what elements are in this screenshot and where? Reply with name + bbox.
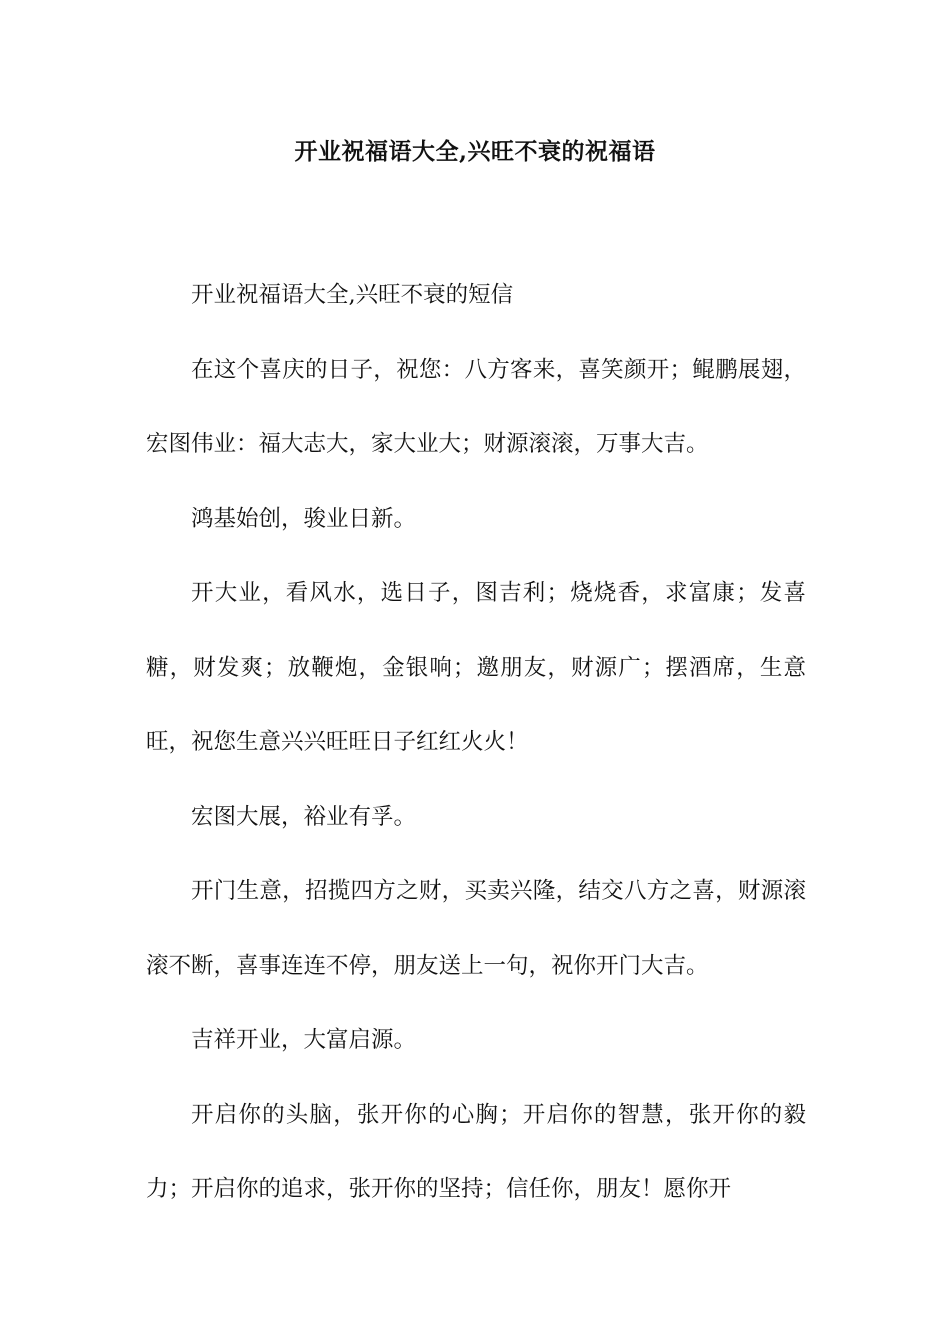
paragraph: 宏图大展，裕业有孚。: [191, 803, 417, 830]
paragraph: 开启你的头脑，张开你的心胸；开启你的智慧，张开你的毅力；开启你的追求，张开你的坚持；信任你，朋友！愿你开: [146, 1101, 806, 1202]
document-body: [146, 258, 806, 1227]
document-title: 开业祝福语大全,兴旺不衰的祝福语: [294, 138, 656, 165]
paragraph: 吉祥开业，大富启源。: [191, 1027, 417, 1053]
paragraph: 鸿基始创，骏业日新。: [191, 505, 417, 532]
paragraph: 开门生意，招揽四方之财，买卖兴隆，结交八方之喜，财源滚滚不断，喜事连连不停，朋友送上一句，祝你开门大吉。: [146, 878, 806, 979]
paragraph: 开大业，看风水，选日子，图吉利；烧烧香，求富康；发喜糖，财发爽；放鞭炮，金银响；邀朋友，财源广；摆酒席，生意旺，祝您生意兴兴旺旺日子红红火火！: [146, 580, 806, 755]
paragraph: 开业祝福语大全,兴旺不衰的短信: [191, 282, 514, 308]
paragraph: 在这个喜庆的日子，祝您：八方客来，喜笑颜开；鲲鹏展翅，宏图伟业：福大志大，家大业大；财源滚滚，万事大吉。: [146, 356, 806, 457]
